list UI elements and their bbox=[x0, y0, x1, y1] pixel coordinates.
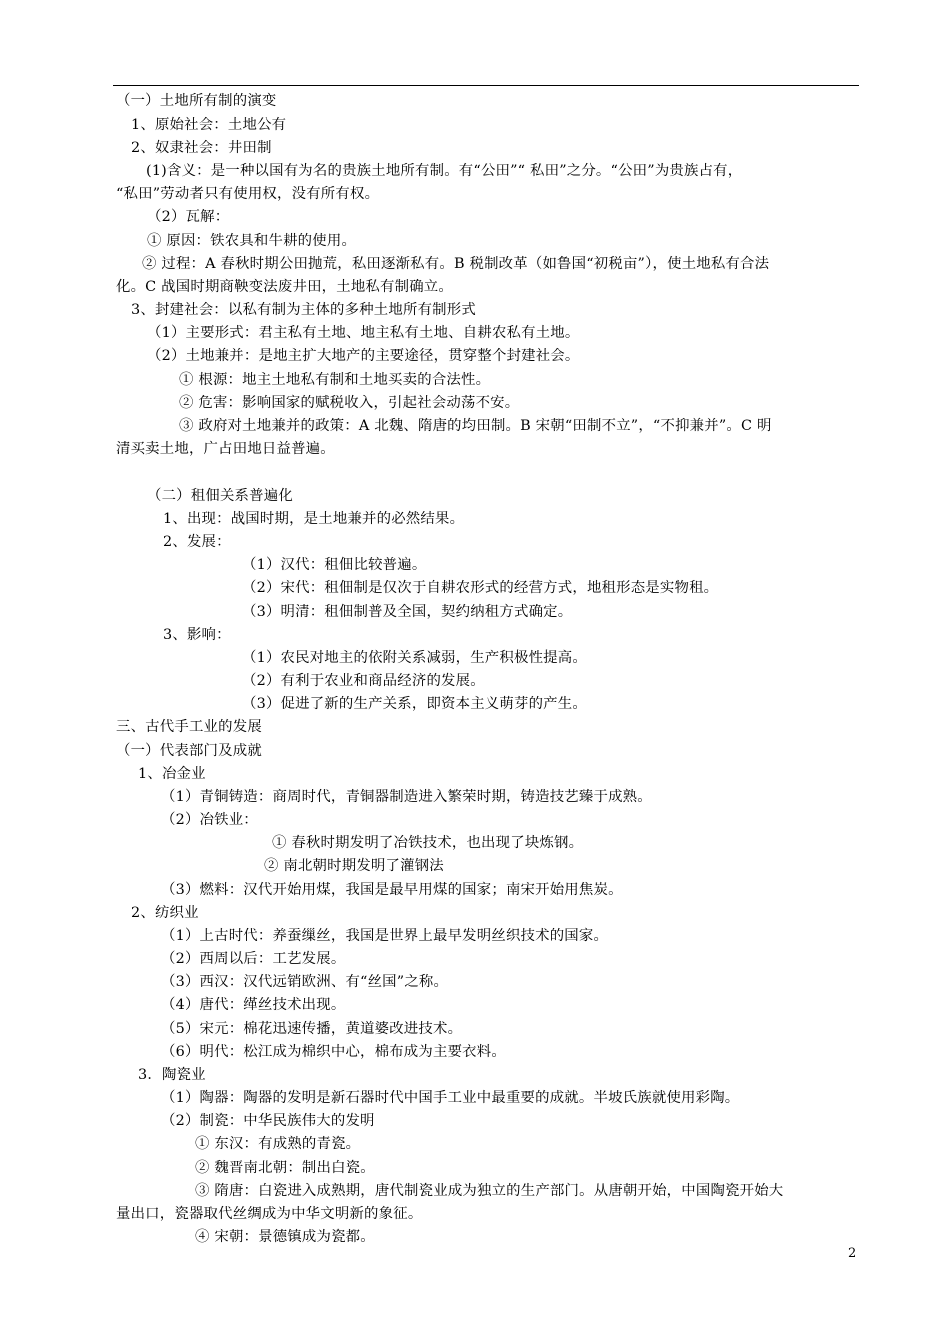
text-line: （1）青铜铸造：商周时代，青铜器制造进入繁荣时期，铸造技艺臻于成熟。 bbox=[161, 789, 652, 805]
text-line: 化。C 战国时期商鞅变法废井田，土地私有制确立。 bbox=[116, 279, 453, 295]
text-line: 清买卖土地，广占田地日益普遍。 bbox=[116, 441, 335, 457]
text-line: ① 东汉：有成熟的青瓷。 bbox=[195, 1136, 361, 1152]
text-line: ② 危害：影响国家的赋税收入，引起社会动荡不安。 bbox=[179, 395, 520, 411]
text-line: 1、冶金业 bbox=[138, 766, 206, 782]
text-line: （2）有利于农业和商品经济的发展。 bbox=[242, 673, 485, 689]
text-line: ① 根源：地主土地私有制和土地买卖的合法性。 bbox=[179, 372, 491, 388]
text-line: （3）西汉：汉代远销欧洲、有“丝国”之称。 bbox=[161, 974, 449, 990]
section-heading: （一）代表部门及成就 bbox=[116, 743, 262, 759]
text-line: 3．陶瓷业 bbox=[138, 1067, 206, 1083]
text-line: ② 魏晋南北朝：制出白瓷。 bbox=[195, 1160, 375, 1176]
text-line: （3）促进了新的生产关系，即资本主义萌芽的产生。 bbox=[242, 696, 587, 712]
text-line: ③ 政府对土地兼并的政策：A 北魏、隋唐的均田制。B 宋朝“田制不立”，“不抑兼并”。C 明 bbox=[179, 418, 772, 434]
text-line: （1）陶器：陶器的发明是新石器时代中国手工业中最重要的成就。半坡氏族就使用彩陶。 bbox=[161, 1090, 740, 1106]
text-line: 1、原始社会：土地公有 bbox=[131, 117, 287, 133]
text-line: 1、出现：战国时期，是土地兼并的必然结果。 bbox=[163, 511, 465, 527]
text-line: ① 原因：铁农具和牛耕的使用。 bbox=[147, 233, 357, 249]
text-line: （3）明清：租佃制普及全国，契约纳租方式确定。 bbox=[242, 604, 573, 620]
section-heading: （一）土地所有制的演变 bbox=[116, 93, 277, 109]
text-line: ② 过程：A 春秋时期公田抛荒，私田逐渐私有。B 税制改革（如鲁国“初税亩”），使土地私有合法 bbox=[142, 256, 770, 272]
text-line: 2、纺织业 bbox=[131, 905, 199, 921]
text-line: （1）汉代：租佃比较普遍。 bbox=[242, 557, 427, 573]
text-line: （2）宋代：租佃制是仅次于自耕农形式的经营方式，地租形态是实物租。 bbox=[242, 580, 719, 596]
text-line: 3、封建社会：以私有制为主体的多种土地所有制形式 bbox=[131, 302, 476, 318]
section-heading: （二）租佃关系普遍化 bbox=[147, 488, 293, 504]
text-line: （2）西周以后：工艺发展。 bbox=[161, 951, 346, 967]
text-line: （1）农民对地主的依附关系减弱，生产积极性提高。 bbox=[242, 650, 587, 666]
text-line: （5）宋元：棉花迅速传播，黄道婆改进技术。 bbox=[161, 1021, 463, 1037]
text-line: ③ 隋唐：白瓷进入成熟期，唐代制瓷业成为独立的生产部门。从唐朝开始，中国陶瓷开始大 bbox=[195, 1183, 784, 1199]
text-line: （1）主要形式：君主私有土地、地主私有土地、自耕农私有土地。 bbox=[147, 325, 580, 341]
text-line: （2）制瓷：中华民族伟大的发明 bbox=[161, 1113, 375, 1129]
chapter-heading: 三、古代手工业的发展 bbox=[116, 719, 262, 735]
text-line: （1）上古时代：养蚕缫丝，我国是世界上最早发明丝织技术的国家。 bbox=[161, 928, 609, 944]
page-number: 2 bbox=[848, 1246, 857, 1261]
text-line: ① 春秋时期发明了冶铁技术，也出现了块炼钢。 bbox=[272, 835, 584, 851]
text-line: 2、奴隶社会：井田制 bbox=[131, 140, 272, 156]
text-line: 3、影响： bbox=[163, 627, 231, 643]
text-line: （3）燃料：汉代开始用煤，我国是最早用煤的国家；南宋开始用焦炭。 bbox=[161, 882, 623, 898]
text-line: （2）土地兼并：是地主扩大地产的主要途径，贯穿整个封建社会。 bbox=[147, 348, 580, 364]
text-line: 2、发展： bbox=[163, 534, 231, 550]
header-rule bbox=[113, 85, 859, 86]
text-line: （2）冶铁业： bbox=[161, 812, 258, 828]
text-line: (1)含义：是一种以国有为名的贵族土地所有制。有“公田”“ 私田”之分。“公田”为贵族占有， bbox=[146, 163, 743, 179]
text-line: （6）明代：松江成为棉织中心，棉布成为主要衣料。 bbox=[161, 1044, 506, 1060]
text-line: 量出口，瓷器取代丝绸成为中华文明新的象征。 bbox=[116, 1206, 423, 1222]
text-line: （4）唐代：缂丝技术出现。 bbox=[161, 997, 346, 1013]
text-line: ② 南北朝时期发明了灌钢法 bbox=[264, 858, 444, 874]
text-line: ④ 宋朝：景德镇成为瓷都。 bbox=[195, 1229, 375, 1245]
text-line: （2）瓦解： bbox=[147, 209, 230, 225]
text-line: “私田”劳动者只有使用权，没有所有权。 bbox=[116, 186, 380, 202]
